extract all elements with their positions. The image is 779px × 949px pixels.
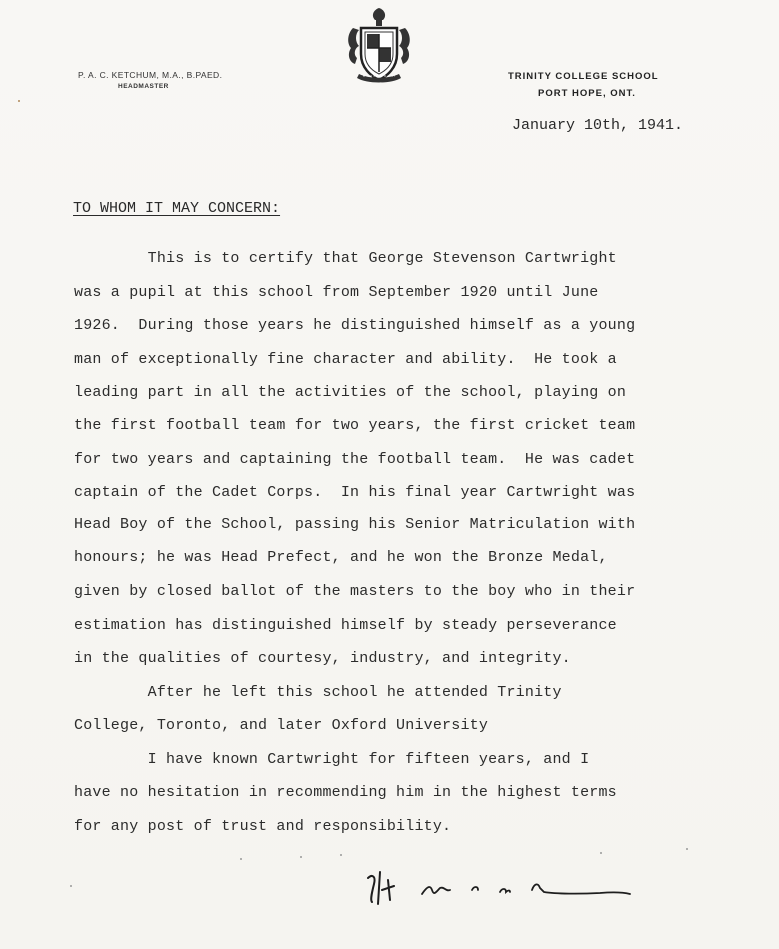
body-line: I have known Cartwright for fifteen years, and I [74, 751, 590, 768]
body-line: This is to certify that George Stevenson Cartwright [74, 250, 617, 267]
body-line: College, Toronto, and later Oxford University [74, 717, 489, 734]
body-line: honours; he was Head Prefect, and he won the Bronze Medal, [74, 549, 608, 566]
headmaster-name: P. A. C. KETCHUM, M.A., B.PAED. [78, 70, 223, 80]
body-line: 1926. During those years he distinguished himself as a young [74, 317, 636, 334]
body-line: was a pupil at this school from September 1920 until June [74, 284, 599, 301]
body-line: Head Boy of the School, passing his Senior Matriculation with [74, 516, 636, 533]
headmaster-title: HEADMASTER [118, 83, 169, 90]
school-location: PORT HOPE, ONT. [538, 88, 636, 99]
body-line: After he left this school he attended Trinity [74, 684, 562, 701]
body-line: for any post of trust and responsibility. [74, 818, 452, 835]
paper-speck [300, 856, 302, 858]
salutation-text: TO WHOM IT MAY CONCERN: [73, 200, 281, 217]
handwritten-signature [360, 860, 640, 910]
body-line: captain of the Cadet Corps. In his final year Cartwright was [74, 484, 636, 501]
paper-speck [240, 858, 242, 860]
school-crest-icon [343, 4, 415, 88]
body-line: the first football team for two years, the first cricket team [74, 417, 636, 434]
body-line: estimation has distinguished himself by steady perseverance [74, 617, 617, 634]
body-line: in the qualities of courtesy, industry, and integrity. [74, 650, 571, 667]
paper-speck [600, 852, 602, 854]
school-name: TRINITY COLLEGE SCHOOL [508, 71, 659, 82]
salutation [73, 200, 473, 217]
letter-date: January 10th, 1941. [512, 117, 684, 134]
body-line: given by closed ballot of the masters to the boy who in their [74, 583, 636, 600]
body-line: man of exceptionally fine character and ability. He took a [74, 351, 617, 368]
paper-speck [686, 848, 688, 850]
paper-speck [340, 854, 342, 856]
body-line: leading part in all the activities of the school, playing on [74, 384, 627, 401]
body-line: for two years and captaining the football team. He was cadet [74, 451, 636, 468]
body-line: have no hesitation in recommending him in the highest terms [74, 784, 617, 801]
paper-speck [70, 885, 72, 887]
paper-speck [18, 100, 20, 102]
